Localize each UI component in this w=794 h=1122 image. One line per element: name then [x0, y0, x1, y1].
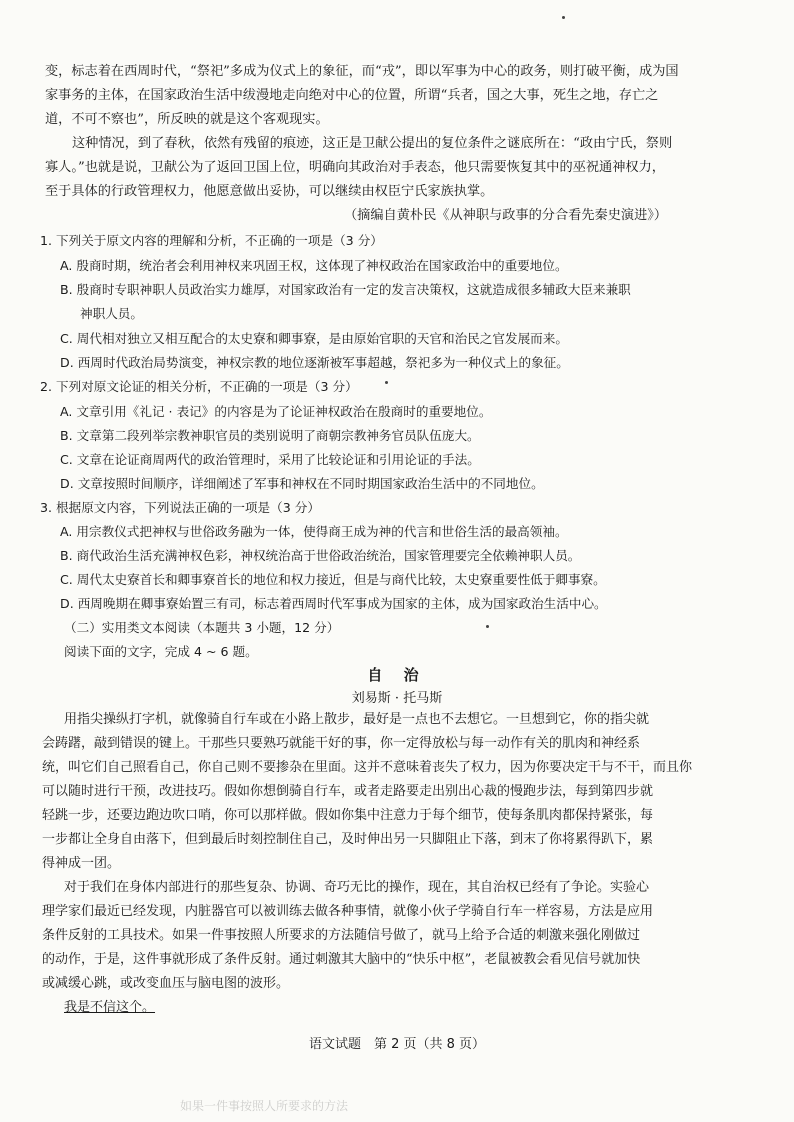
question-stem: 1. 下列关于原文内容的理解和分析，不正确的一项是（3 分） — [40, 233, 383, 248]
passage-line: 变，标志着在西周时代，“祭祀”多成为仪式上的象征，而“戎”，即以军事为中心的政务，则打破平衡，成为国 — [45, 64, 679, 79]
article-line: 条件反射的工具技术。如果一件事按照人所要求的方法随信号做了，就马上给予合适的刺激来强化刚做过 — [42, 928, 641, 943]
article-line: 一步都让全身自由落下，但到最后时刻控制住自己，及时伸出另一只脚阻止下落，到末了你将累得趴下，累 — [42, 832, 654, 847]
article-line: 统，叫它们自己照看自己，你自己则不要掺杂在里面。这并不意味着丧失了权力，因为你要决定干与不干，而且你 — [42, 760, 693, 775]
question-option: C. 文章在论证商周两代的政治管理时，采用了比较论证和引用论证的手法。 — [60, 452, 480, 467]
question-option: B. 商代政治生活充满神权色彩，神权统治高于世俗政治统治，国家管理要完全依赖神职人员。 — [60, 548, 581, 563]
passage-line: 家事务的主体，在国家政治生活中绂漫地走向绝对中心的位置，所谓“兵者，国之大事，死生之地，存亡之 — [45, 88, 659, 103]
scan-speck — [562, 16, 565, 19]
question-stem: 3. 根据原文内容，下列说法正确的一项是（3 分） — [40, 500, 320, 515]
article-title: 自 治 — [367, 666, 427, 684]
article-line: 或减缓心跳，或改变血压与脑电图的波形。 — [42, 976, 290, 991]
question-option: B. 文章第二段列举宗教神职官员的类别说明了商朝宗教神务官员队伍庞大。 — [60, 428, 480, 443]
bleed-through-text: 如果一件事按照人所要求的方法 — [180, 1099, 349, 1113]
passage-line: 这种情况，到了春秋，依然有残留的痕迹，这正是卫献公提出的复位条件之谜底所在：“政由宁氏，祭则 — [72, 136, 673, 151]
question-option: D. 西周时代政治局势演变，神权宗教的地位逐渐被军事超越，祭祀多为一种仪式上的象征。 — [60, 355, 569, 370]
article-line: 理学家们最近已经发现，内脏器官可以被训练去做各种事情，就像小伙子学骑自行车一样容易，方法是应用 — [42, 904, 654, 919]
question-option: C. 周代相对独立又相互配合的太史寮和卿事寮，是由原始官职的天官和治民之官发展而来。 — [60, 331, 568, 346]
article-line: 的动作，于是，这件事就形成了条件反射。通过刺激其大脑中的“快乐中枢”，老鼠被教会看见信号就加快 — [42, 952, 641, 967]
page-footer: 语文试题 第 2 页（共 8 页） — [308, 1037, 486, 1052]
passage-source: （摘编自黄朴民《从神职与政事的分合看先秦史演进》） — [344, 208, 668, 223]
question-option: 神职人员。 — [80, 306, 143, 321]
question-option: A. 文章引用《礼记 · 表记》的内容是为了论证神权政治在殷商时的重要地位。 — [60, 404, 492, 419]
article-line: 我是不信这个。 — [64, 1000, 156, 1015]
question-option: B. 殷商时专职神职人员政治实力雄厚，对国家政治有一定的发言决策权，这就造成很多辅政大臣来兼职 — [60, 282, 631, 297]
article-line: 得神成一团。 — [42, 856, 121, 871]
passage-line: 寡人。”也就是说，卫献公为了返回卫国上位，明确向其政治对手表态，他只需要恢复其中的巫祝通神权力， — [45, 160, 665, 175]
passage-line: 至于具体的行政管理权力，他愿意做出妥协，可以继续由权臣宁氏家族执掌。 — [45, 184, 494, 199]
question-stem: 2. 下列对原文论证的相关分析，不正确的一项是（3 分） — [40, 379, 358, 394]
article-line: 用指尖操纵打字机，就像骑自行车或在小路上散步，最好是一点也不去想它。一旦想到它，你的指尖就 — [64, 712, 650, 727]
passage-line: 道，不可不察也”，所反映的就是这个客观现实。 — [45, 112, 329, 127]
article-line: 可以随时进行干预，改进技巧。假如你想倒骑自行车，或者走路要走出别出心裁的慢跑步法，每到第四步就 — [42, 784, 654, 799]
article-author: 刘易斯 · 托马斯 — [351, 691, 443, 706]
question-option: D. 西周晚期在卿事寮始置三有司，标志着西周时代军事成为国家的主体，成为国家政治生活中心。 — [60, 596, 607, 611]
question-option: A. 殷商时期，统治者会利用神权来巩固王权，这体现了神权政治在国家政治中的重要地位。 — [60, 258, 568, 273]
article-line: 会踌躇，敲到错误的键上。干那些只要熟巧就能干好的事，你一定得放松与每一动作有关的肌肉和神经系 — [42, 736, 641, 751]
section-instruction: 阅读下面的文字，完成 4 ~ 6 题。 — [64, 644, 258, 659]
question-option: C. 周代太史寮首长和卿事寮首长的地位和权力接近，但是与商代比较，太史寮重要性低于卿事寮。 — [60, 572, 606, 587]
article-line: 轻跳一步，还要边跑边吹口哨，你可以那样做。假如你集中注意力于每个细节，使每条肌肉都保持紧张，每 — [42, 808, 654, 823]
scan-speck — [385, 381, 388, 384]
scan-speck — [486, 625, 489, 628]
question-option: A. 用宗教仪式把神权与世俗政务融为一体，使得商王成为神的代言和世俗生活的最高领袖。 — [60, 524, 568, 539]
section-heading: （二）实用类文本阅读（本题共 3 小题，12 分） — [64, 620, 340, 635]
article-line: 对于我们在身体内部进行的那些复杂、协调、奇巧无比的操作，现在，其自治权已经有了争论。实验心 — [64, 880, 650, 895]
question-option: D. 文章按照时间顺序，详细阐述了军事和神权在不同时期国家政治生活中的不同地位。 — [60, 476, 544, 491]
